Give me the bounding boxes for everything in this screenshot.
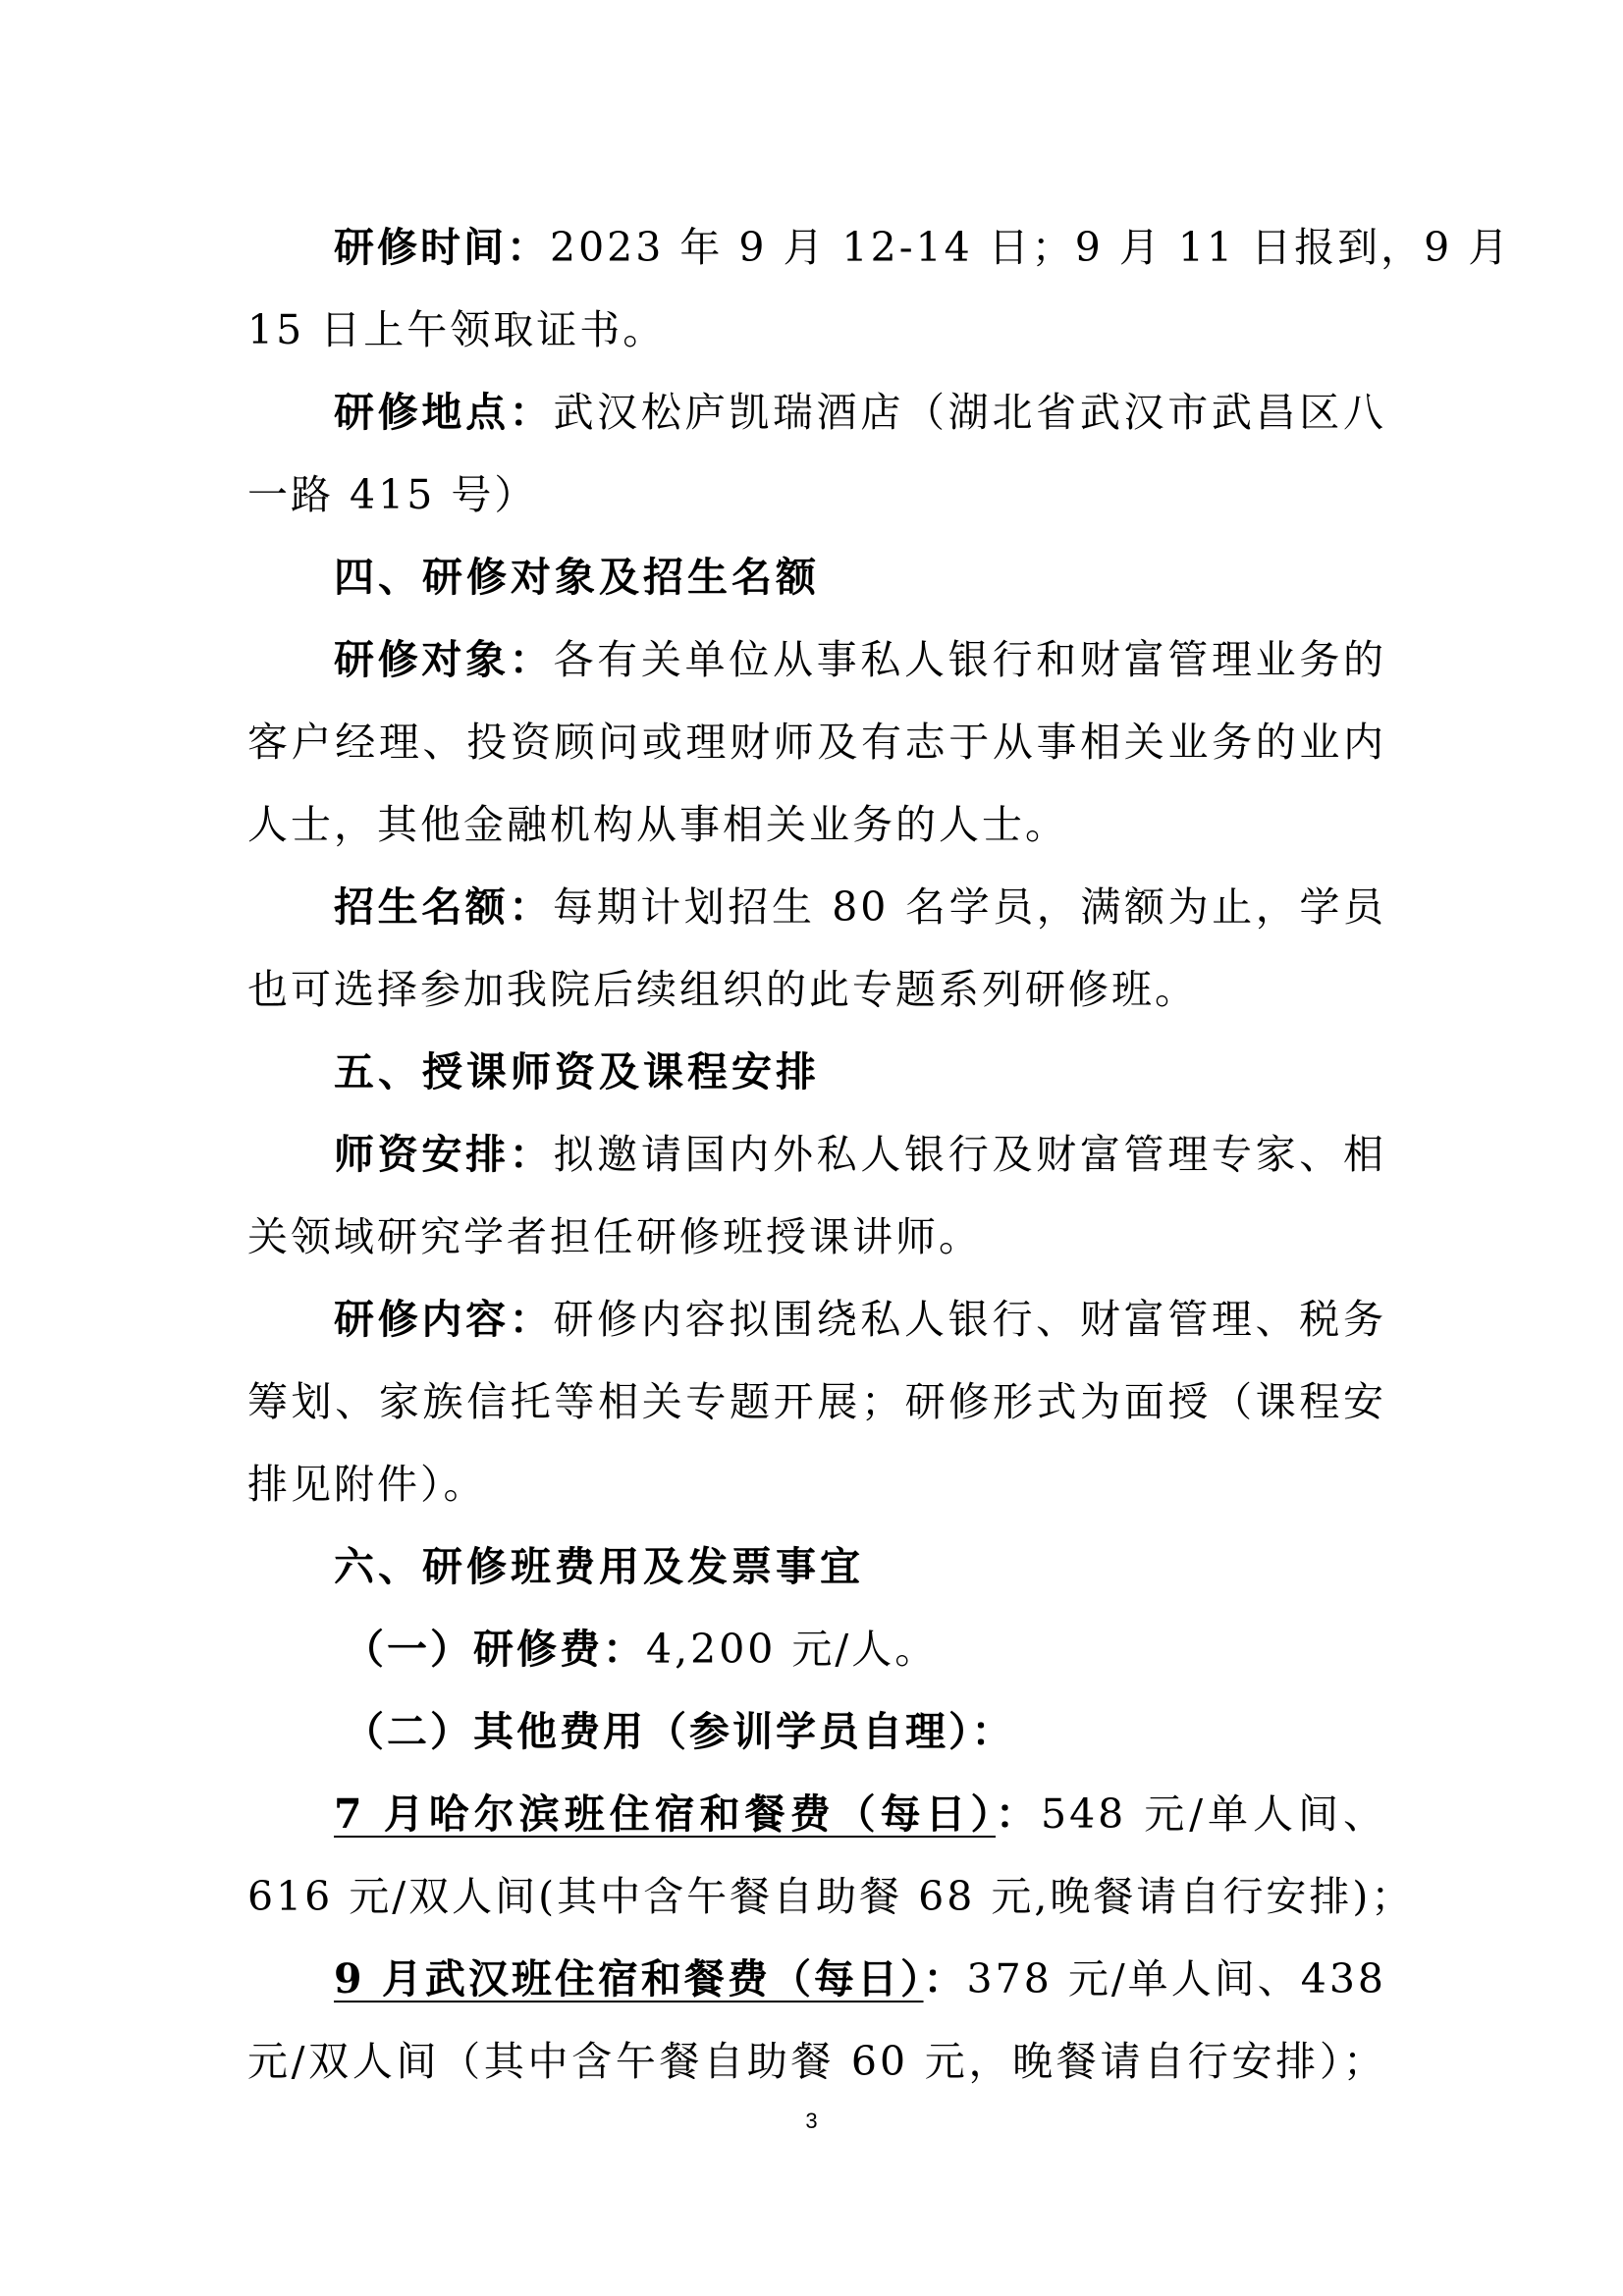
enrollment-quota-paragraph	[247, 866, 1386, 948]
study-location-label: 研修地点：	[334, 389, 554, 436]
tuition-fee-value: 4,200 元/人。	[646, 1626, 939, 1673]
study-content-text: 研修内容拟围绕私人银行、财富管理、税务	[553, 1296, 1387, 1343]
harbin-fee-label: 7 月哈尔滨班住宿和餐费（每日）	[334, 1790, 997, 1838]
study-content-label: 研修内容：	[334, 1296, 554, 1343]
faculty-text: 拟邀请国内外私人银行及财富管理专家、相	[553, 1131, 1387, 1178]
harbin-fee-paragraph	[247, 1773, 1386, 1855]
wuhan-fee-text: 378 元/单人间、438	[966, 1955, 1386, 2002]
study-location-text: 武汉松庐凯瑞酒店（湖北省武汉市武昌区八	[553, 389, 1387, 436]
wuhan-fee-paragraph	[247, 1938, 1386, 2020]
tuition-fee-label: （一）研修费：	[344, 1626, 646, 1673]
study-time-line-2: 15 日上午领取证书。	[247, 306, 667, 353]
study-location-line-2: 一路 415 号）	[247, 471, 538, 518]
study-target-text: 各有关单位从事私人银行和财富管理业务的	[553, 636, 1387, 683]
harbin-fee-line-2: 616 元/双人间(其中含午餐自助餐 68 元,晚餐请自行安排)；	[247, 1873, 1415, 1920]
faculty-label: 师资安排：	[334, 1131, 554, 1178]
study-content-line-3: 排见附件）。	[247, 1461, 487, 1508]
section-5-heading: 五、授课师资及课程安排	[334, 1048, 820, 1095]
study-location-paragraph	[247, 371, 1386, 454]
study-time-label: 研修时间：	[334, 224, 550, 271]
tuition-fee-paragraph	[247, 1608, 1386, 1690]
study-target-label: 研修对象：	[334, 636, 554, 683]
faculty-paragraph	[247, 1113, 1386, 1196]
faculty-line-2: 关领域研究学者担任研修班授课讲师。	[247, 1213, 982, 1260]
document-body	[247, 206, 1512, 2103]
study-target-line-2: 客户经理、投资顾问或理财师及有志于从事相关业务的业内	[247, 719, 1386, 766]
other-fees-heading: （二）其他费用（参训学员自理）：	[344, 1708, 1015, 1755]
enrollment-quota-text: 每期计划招生 80 名学员，满额为止，学员	[553, 883, 1386, 931]
section-4-heading: 四、研修对象及招生名额	[334, 554, 820, 601]
wuhan-fee-colon: ：	[923, 1955, 967, 2002]
harbin-fee-colon: ：	[996, 1790, 1041, 1838]
study-target-paragraph	[247, 618, 1386, 701]
study-target-line-3: 人士，其他金融机构从事相关业务的人士。	[247, 801, 1068, 848]
study-time-text: 2023 年 9 月 12-14 日；9 月 11 日报到，9 月	[550, 224, 1512, 271]
harbin-fee-text: 548 元/单人间、	[1041, 1790, 1386, 1838]
wuhan-fee-label: 9 月武汉班住宿和餐费（每日）	[334, 1955, 924, 2002]
study-time-paragraph	[247, 206, 1512, 289]
study-content-line-2: 筹划、家族信托等相关专题开展；研修形式为面授（课程安	[247, 1378, 1386, 1425]
wuhan-fee-line-2: 元/双人间（其中含午餐自助餐 60 元，晚餐请自行安排）；	[247, 2038, 1386, 2085]
enrollment-quota-label: 招生名额：	[334, 883, 553, 931]
enrollment-quota-line-2: 也可选择参加我院后续组织的此专题系列研修班。	[247, 966, 1198, 1013]
study-content-paragraph	[247, 1278, 1386, 1361]
section-6-heading: 六、研修班费用及发票事宜	[334, 1543, 864, 1590]
page-number: 3	[805, 2109, 818, 2133]
